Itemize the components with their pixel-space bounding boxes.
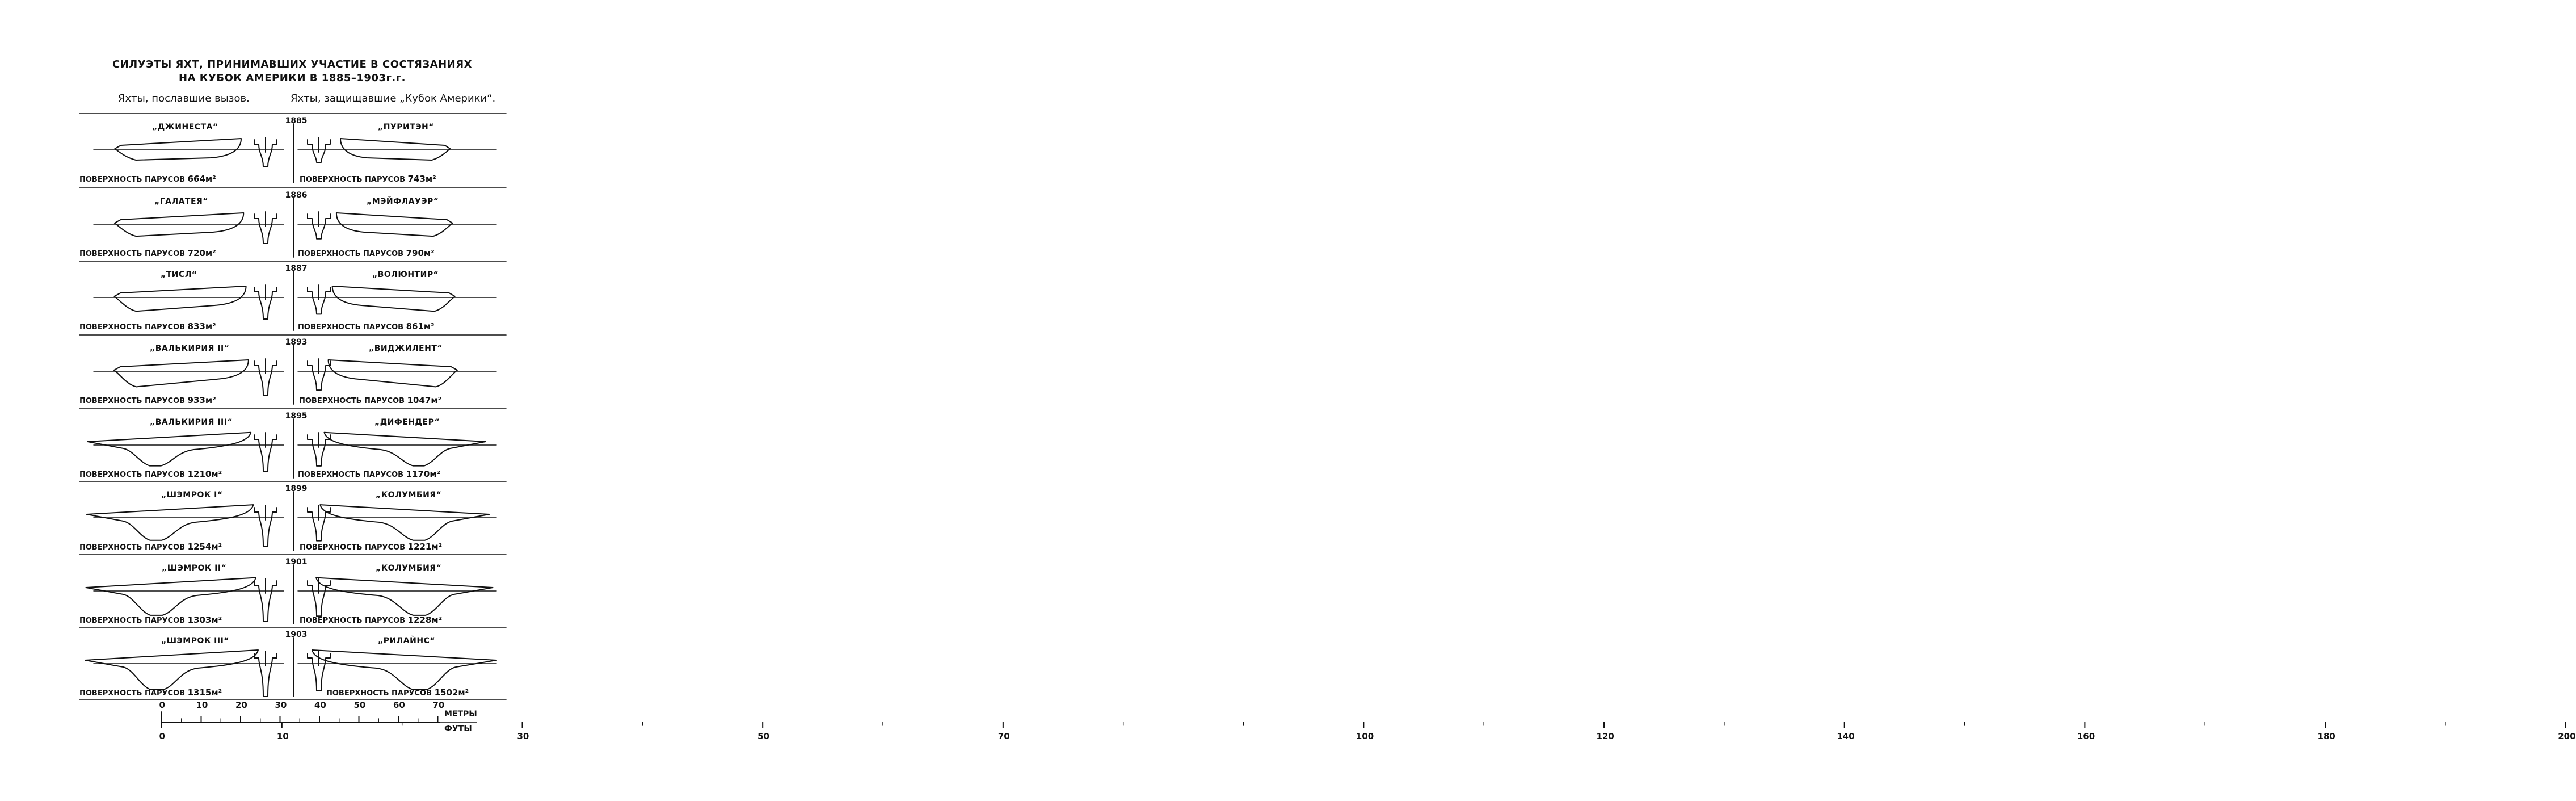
challenger-name-2: „ТИСЛ“: [161, 270, 197, 279]
challenger-sail-4: [79, 469, 222, 479]
defender-name-5: „КОЛУМБИЯ“: [376, 490, 442, 500]
scale-foot-label-4: 70: [997, 731, 1010, 741]
scale-meter-label-2: 20: [235, 700, 247, 710]
year-label-4: 1895: [285, 412, 308, 421]
defender-name-4: „ДИФЕНДЕР“: [374, 418, 440, 427]
defender-name-6: „КОЛУМБИЯ“: [376, 564, 442, 573]
defender-hull-6: [316, 578, 493, 615]
challenger-sail-3: [79, 395, 216, 405]
scale-foot-label-2: 30: [517, 731, 529, 741]
scale-foot-label-7: 140: [1837, 731, 1855, 741]
challenger-hull-0: [115, 139, 241, 160]
challenger-name-6: „ШЭМРОК II“: [162, 564, 227, 573]
scale-foot-label-1: 10: [276, 731, 289, 741]
challenger-hull-2: [114, 286, 246, 311]
sail-value: 1254м²: [187, 542, 222, 552]
challenger-sail-7: [79, 687, 222, 698]
title-line-1: СИЛУЭТЫ ЯХТ, ПРИНИМАВШИХ УЧАСТИЕ В СОСТЯЗАНИЯХ: [112, 58, 472, 70]
sail-label: ПОВЕРХНОСТЬ ПАРУСОВ: [79, 617, 186, 625]
sail-value: 1303м²: [187, 615, 222, 625]
sail-label: ПОВЕРХНОСТЬ ПАРУСОВ: [79, 250, 186, 258]
challenger-hull-5: [87, 505, 254, 540]
year-label-2: 1887: [285, 264, 308, 273]
scale-meter-label-3: 30: [275, 700, 287, 710]
challenger-sail-2: [79, 321, 216, 332]
year-label-1: 1886: [285, 191, 308, 200]
scale-meter-label-4: 40: [314, 700, 326, 710]
scale-foot-label-9: 180: [2317, 731, 2335, 741]
sail-value: 1228м²: [407, 615, 443, 625]
challenger-hull-4: [87, 433, 251, 466]
scale-foot-label-3: 50: [757, 731, 770, 741]
year-label-0: 1885: [285, 116, 308, 125]
sail-label: ПОВЕРХНОСТЬ ПАРУСОВ: [326, 689, 432, 698]
sail-label: ПОВЕРХНОСТЬ ПАРУСОВ: [79, 471, 186, 479]
defender-hull-4: [324, 433, 485, 466]
sail-label: ПОВЕРХНОСТЬ ПАРУСОВ: [298, 323, 404, 332]
challenger-name-4: „ВАЛЬКИРИЯ III“: [150, 418, 233, 427]
challenger-name-0: „ДЖИНЕСТА“: [152, 123, 218, 132]
sail-value: 1315м²: [187, 687, 222, 698]
sail-label: ПОВЕРХНОСТЬ ПАРУСОВ: [79, 323, 186, 332]
challenger-sail-5: [79, 542, 222, 552]
scale-meters-unit: МЕТРЫ: [444, 710, 477, 719]
sail-label: ПОВЕРХНОСТЬ ПАРУСОВ: [298, 250, 404, 258]
defender-hull-7: [312, 650, 496, 690]
title-line-2: НА КУБОК АМЕРИКИ В 1885–1903г.г.: [179, 72, 406, 84]
defender-name-7: „РИЛАЙНС“: [378, 636, 436, 645]
sail-label: ПОВЕРХНОСТЬ ПАРУСОВ: [300, 543, 406, 552]
sail-value: 1221м²: [407, 542, 443, 552]
sail-label: ПОВЕРХНОСТЬ ПАРУСОВ: [79, 689, 186, 698]
sail-value: 790м²: [406, 248, 435, 258]
year-label-6: 1901: [285, 557, 308, 567]
sail-label: ПОВЕРХНОСТЬ ПАРУСОВ: [300, 617, 406, 625]
sail-value: 743м²: [407, 174, 436, 184]
challenger-hull-6: [86, 578, 255, 615]
sail-value: 664м²: [187, 174, 216, 184]
right-column-heading: Яхты, защищавшие „Кубок Америки“.: [291, 93, 496, 104]
challenger-sail-1: [79, 248, 216, 258]
defender-sail-2: [298, 321, 435, 332]
sail-value: 1210м²: [187, 469, 222, 479]
sail-value: 1047м²: [407, 395, 442, 405]
defender-hull-0: [340, 139, 450, 160]
scale-meter-label-7: 70: [432, 700, 445, 710]
scale-foot-label-5: 100: [1356, 731, 1374, 741]
defender-name-2: „ВОЛЮНТИР“: [372, 270, 439, 279]
scale-foot-label-0: 0: [159, 731, 165, 741]
challenger-sail-0: [79, 174, 216, 184]
sail-label: ПОВЕРХНОСТЬ ПАРУСОВ: [79, 175, 186, 184]
challenger-hull-7: [85, 650, 258, 690]
challenger-name-1: „ГАЛАТЕЯ“: [154, 197, 209, 206]
defender-hull-3: [329, 360, 457, 387]
sail-value: 1170м²: [406, 469, 441, 479]
scale-feet-unit: ФУТЫ: [444, 724, 472, 733]
defender-sail-3: [299, 395, 441, 405]
defender-name-3: „ВИДЖИЛЕНТ“: [369, 344, 443, 353]
sail-value: 933м²: [187, 395, 216, 405]
sail-value: 1502м²: [434, 687, 469, 698]
scale-meter-label-5: 50: [353, 700, 366, 710]
sail-value: 861м²: [406, 321, 435, 332]
left-column-heading: Яхты, пославшие вызов.: [118, 93, 250, 104]
defender-sail-4: [298, 469, 440, 479]
scale-foot-label-6: 120: [1596, 731, 1614, 741]
year-label-3: 1893: [285, 338, 308, 347]
scale-meter-label-6: 60: [393, 700, 405, 710]
defender-sail-7: [326, 687, 469, 698]
sail-label: ПОВЕРХНОСТЬ ПАРУСОВ: [79, 397, 186, 405]
sail-label: ПОВЕРХНОСТЬ ПАРУСОВ: [298, 471, 404, 479]
year-label-5: 1899: [285, 484, 308, 493]
defender-sail-0: [300, 174, 436, 184]
year-label-7: 1903: [285, 630, 308, 639]
defender-sail-6: [300, 615, 442, 625]
defender-sail-5: [300, 542, 442, 552]
sail-label: ПОВЕРХНОСТЬ ПАРУСОВ: [299, 397, 405, 405]
challenger-name-3: „ВАЛЬКИРИЯ II“: [150, 344, 230, 353]
scale-foot-label-8: 160: [2077, 731, 2095, 741]
defender-name-0: „ПУРИТЭН“: [378, 123, 434, 132]
defender-sail-1: [298, 248, 435, 258]
scale-foot-label-10: 200: [2558, 731, 2576, 741]
challenger-hull-3: [114, 360, 249, 387]
scale-meter-label-1: 10: [196, 700, 208, 710]
challenger-name-7: „ШЭМРОК III“: [161, 636, 230, 645]
sail-value: 720м²: [187, 248, 216, 258]
challenger-name-5: „ШЭМРОК I“: [161, 490, 223, 500]
sail-value: 833м²: [187, 321, 216, 332]
defender-hull-5: [320, 505, 489, 540]
scale-meter-label-0: 0: [159, 700, 165, 710]
sail-label: ПОВЕРХНОСТЬ ПАРУСОВ: [79, 543, 186, 552]
defender-hull-2: [332, 286, 455, 311]
sail-label: ПОВЕРХНОСТЬ ПАРУСОВ: [300, 175, 406, 184]
defender-name-1: „МЭЙФЛАУЭР“: [367, 197, 439, 206]
challenger-sail-6: [79, 615, 222, 625]
